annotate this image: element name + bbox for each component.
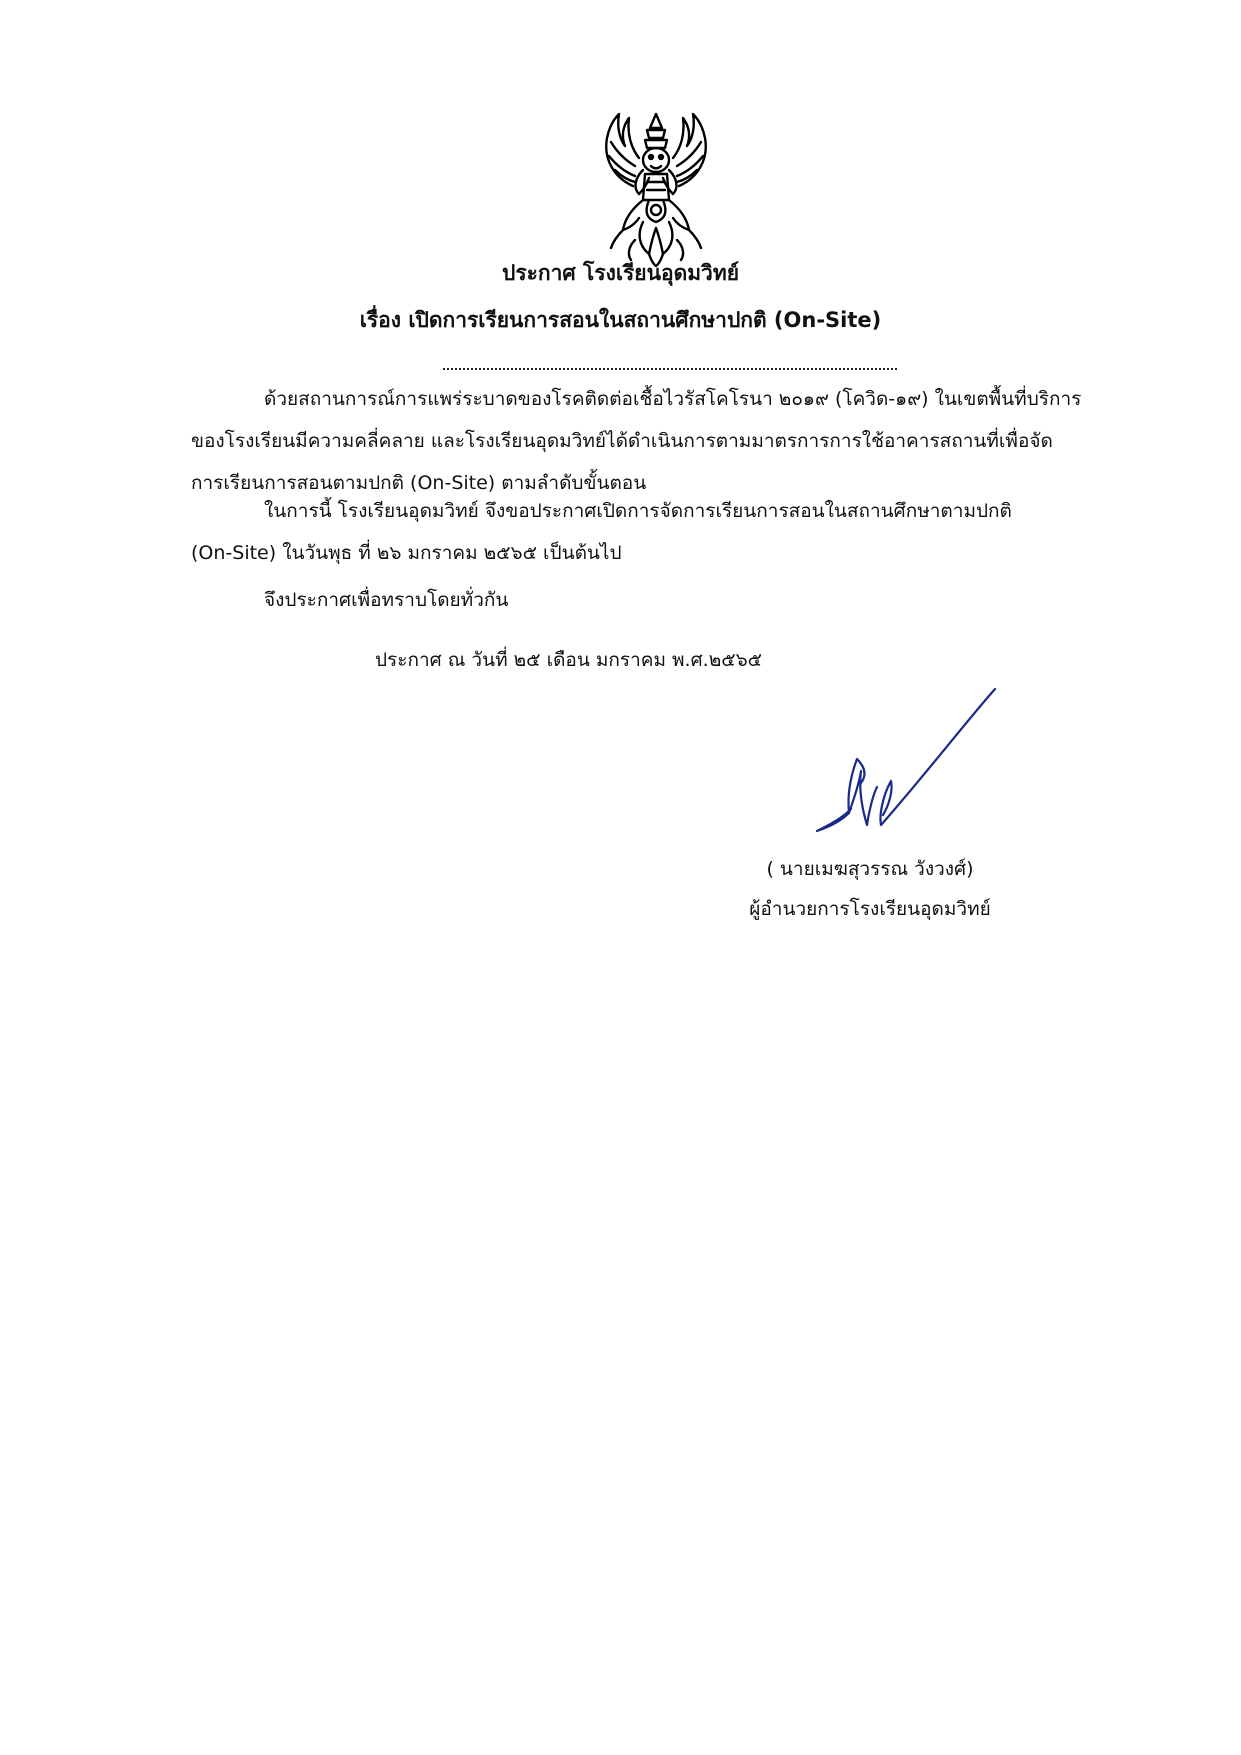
paragraph-line: ในการนี้ โรงเรียนอุดมวิทย์ จึงขอประกาศเปิดการจัดการเรียนการสอนในสถานศึกษาตามปกติ — [264, 500, 1012, 522]
signer-position: ผู้อำนวยการโรงเรียนอุดมวิทย์ — [749, 898, 991, 920]
signature — [795, 675, 1005, 845]
announcement-header: ประกาศ โรงเรียนอุดมวิทย์ — [502, 261, 739, 285]
body-paragraph-2 — [191, 490, 1091, 574]
closing-statement: จึงประกาศเพื่อทราบโดยทั่วกัน — [264, 589, 509, 611]
garuda-emblem-icon — [593, 108, 719, 268]
dotted-separator — [443, 354, 897, 370]
paragraph-line: (On-Site) ในวันพุธ ที่ ๒๖ มกราคม ๒๕๖๕ เป็นต้นไป — [191, 542, 622, 564]
paragraph-line: ของโรงเรียนมีความคลี่คลาย และโรงเรียนอุดมวิทย์ได้ดำเนินการตามมาตรการการใช้อาคารสถานที่เพื่อจัด — [191, 430, 1053, 452]
announcement-date: ประกาศ ณ วันที่ ๒๕ เดือน มกราคม พ.ศ.๒๕๖๕ — [375, 649, 763, 671]
announcement-subject: เรื่อง เปิดการเรียนการสอนในสถานศึกษาปกติ (On-Site) — [359, 308, 882, 332]
signer-name: ( นายเมฆสุวรรณ วังวงศ์) — [766, 858, 974, 880]
paragraph-line: ด้วยสถานการณ์การแพร่ระบาดของโรคติดต่อเชื้อไวรัสโคโรนา ๒๐๑๙ (โควิด-๑๙) ในเขตพื้นที่บริการ — [264, 388, 1082, 410]
body-paragraph-1 — [191, 378, 1091, 504]
paragraph-line: การเรียนการสอนตามปกติ (On-Site) ตามลำดับขั้นตอน — [191, 472, 647, 494]
